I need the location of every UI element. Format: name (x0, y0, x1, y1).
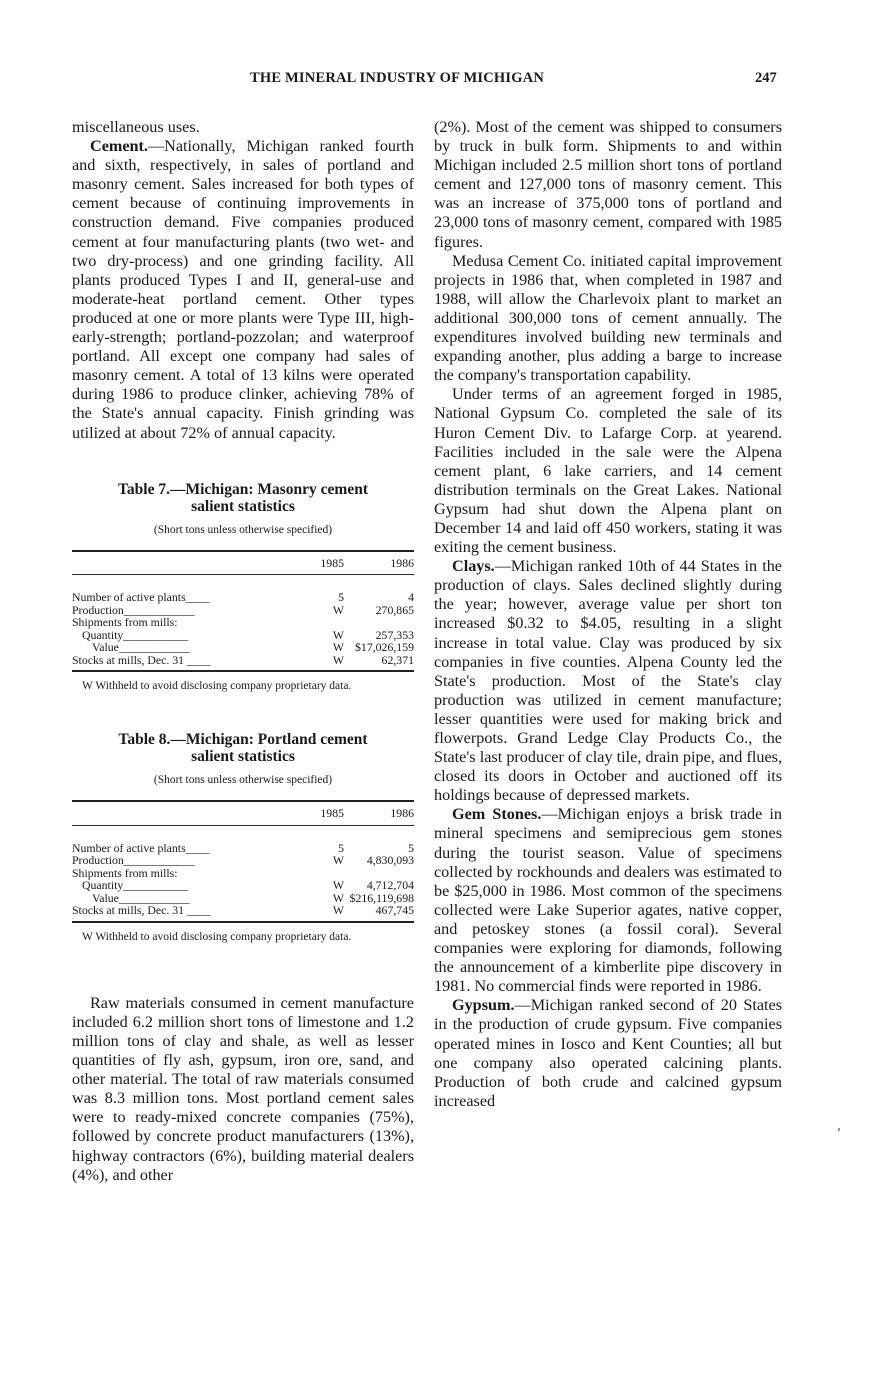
paragraph-clays (434, 557, 782, 805)
row-label: Shipments from mills: (72, 615, 178, 630)
table-header-label (72, 801, 314, 825)
table-7-title (72, 481, 414, 515)
paragraph-clays-text: —Michigan ranked 10th of 44 States in the production of clays. Sales declined slightly during the year; however, average value per short ton increased $0.32 to $4.05, resulting in a slight increase in total value. Clay was produced by six companies in five counties. Alpena County led the State's production. Most of the State's clay production was utilized in cement manufacture; lesser quantities were used for making brick and flowerpots. Grand Ledge Clay Products Co., the State's last producer of clay tile, drain pipe, and flues, closed its doors in October and auctioned off its holdings because of depressed markets. (434, 557, 782, 805)
row-label: Value____________ (92, 640, 190, 655)
table-header-1985: 1985 (314, 551, 344, 575)
row-label: Stocks at mills, Dec. 31 ____ (72, 654, 314, 672)
table-7-title-line1: Table 7.—Michigan: Masonry cement (118, 480, 368, 498)
table-8-title-line2: salient statistics (191, 748, 295, 766)
row-label: Shipments from mills: (72, 865, 178, 880)
table-header-label (72, 551, 314, 575)
table-7 (72, 481, 414, 694)
table-row (72, 879, 414, 892)
cell-1985: 5 (338, 590, 344, 605)
paragraph-raw-materials: Raw materials consumed in cement manufacture included 6.2 million short tons of limestone and 1.2 million tons of clay and shale, as well as lesser quantities of fly ash, gypsum, iron ore, sand, and other material. The total of raw materials consumed was 8.3 million tons. Most portland cement sales were to ready-mixed concrete companies (75%), followed by concrete product manufacturers (13%), highway contractors (6%), building material dealers (4%), and other (72, 993, 414, 1184)
table-row (72, 825, 414, 854)
table-header-1985: 1985 (314, 801, 344, 825)
running-title: THE MINERAL INDUSTRY OF MICHIGAN (250, 70, 545, 86)
table-8-subtitle: (Short tons unless otherwise specified) (153, 774, 333, 787)
cell-1985: 5 (338, 840, 344, 855)
left-column (72, 118, 414, 1185)
paragraph-shipments: (2%). Most of the cement was shipped to consumers by truck in bulk form. Shipments to and within Michigan included 2.5 million short tons of portland cement and 127,000 tons of masonry cement. This was an increase of 375,000 tons of portland and 23,000 tons of masonry cement, compared with 1985 figures. (434, 118, 782, 251)
cell-1985: W (332, 878, 344, 893)
table-8-title (72, 731, 414, 765)
table-row (72, 904, 414, 922)
row-label: Production____________ (72, 853, 195, 868)
cell-1985: W (332, 853, 344, 868)
paragraph-continued: miscellaneous uses. (72, 118, 200, 136)
row-label: Number of active plants____ (72, 840, 210, 855)
cell-1985: W (332, 640, 344, 655)
paragraph-gypsum (434, 996, 782, 1111)
cell-1986: 4,712,704 (366, 878, 414, 893)
table-header-row (72, 801, 414, 825)
table-row (72, 616, 414, 629)
row-label: Quantity___________ (82, 878, 189, 893)
runin-heading-clays: Clays. (452, 557, 495, 576)
row-label: Value____________ (92, 890, 190, 905)
cell-1985: W (314, 654, 344, 672)
cell-1985 (314, 616, 344, 629)
cell-1986: 4 (408, 590, 414, 605)
row-label: Stocks at mills, Dec. 31 ____ (72, 904, 314, 922)
table-header-row (72, 551, 414, 575)
paragraph-medusa: Medusa Cement Co. initiated capital improvement projects in 1986 that, when completed in 1987 and 1988, will allow the Charlevoix plant to market an additional 300,000 tons of cement annually. The expenditures involved building new terminals and expanding another, plus adding a barge to increase the company's transportation capability. (434, 251, 782, 385)
cell-1986 (344, 616, 414, 629)
paragraph-gem-stones-text: —Michigan enjoys a brisk trade in mineral specimens and semiprecious gem stones during the tourist season. Value of specimens collected by rockhounds and dealers was estimated to be $25,000 in 1986. Most common of the specimens collected were Lake Superior agates, native copper, and petoskey stones (a fossil coral). Several companies were exploring for diamonds, following the announcement of a kimberlite pipe discovery in 1981. No commercial finds were reported in 1986. (434, 805, 782, 996)
paragraph-cement-text: —Nationally, Michigan ranked fourth and sixth, respectively, in sales of portland and masonry cement. Sales increased for both types of cement because of continuing improvements in construction demand. Five companies produced cement at four manufacturing plants (two wet- and two dry-process) and one grinding facility. All plants produced Types I and II, general-use and moderate-heat portland cement. Other types produced at one or more plants were Type III, high-early-strength; portland-pozzolan; and waterproof portland. All except one company had sales of masonry cement. A total of 13 kilns were operated during 1986 to produce clinker, achieving 78% of the State's annual capacity. Finish grinding was utilized at about 72% of annual capacity. (72, 137, 414, 442)
cell-1986: $17,026,159 (355, 640, 414, 655)
cell-1986: $216,119,698 (349, 890, 414, 905)
cell-1985: W (332, 602, 344, 617)
table-row (72, 854, 414, 867)
table-8-grid (72, 800, 414, 923)
cell-1986: 257,353 (375, 627, 414, 642)
table-header-1986: 1986 (344, 551, 414, 575)
right-column (434, 118, 782, 1111)
table-8-footnote: W Withheld to avoid disclosing company proprietary data. (82, 930, 352, 943)
cell-1986: 4,830,093 (366, 853, 414, 868)
table-row (72, 641, 414, 654)
cell-1986: 270,865 (375, 602, 414, 617)
paragraph-gem-stones (434, 805, 782, 996)
paragraph-cement (72, 137, 414, 443)
page-number: 247 (755, 70, 777, 86)
row-label: Number of active plants____ (72, 590, 210, 605)
cell-1986: 467,745 (344, 904, 414, 922)
paragraph-gypsum-text: —Michigan ranked second of 20 States in the production of crude gypsum. Five companies operated mines in Iosco and Kent Counties; all but one company also operated calcining plants. Production of both crude and calcined gypsum increased (434, 996, 782, 1110)
table-7-subtitle: (Short tons unless otherwise specified) (153, 523, 333, 536)
running-header (0, 70, 886, 92)
table-7-grid (72, 550, 414, 673)
paragraph-national-gypsum: Under terms of an agreement forged in 1985, National Gypsum Co. completed the sale of its Huron Cement Div. to Lafarge Corp. at yearend. Facilities included in the sale were the Alpena cement plant, 6 lake carriers, and 14 cement distribution terminals on the Great Lakes. National Gypsum had shut down the Alpena plant on December 14 and laid off 450 workers, stating it was exiting the cement business. (434, 385, 782, 557)
row-label: Quantity___________ (82, 627, 189, 642)
cell-1985: W (314, 904, 344, 922)
row-label: Production____________ (72, 602, 195, 617)
table-row (72, 654, 414, 672)
table-7-title-line2: salient statistics (191, 497, 295, 515)
cell-1985: W (332, 890, 344, 905)
table-row (72, 575, 414, 604)
runin-heading-cement: Cement. (90, 137, 148, 156)
cell-1986: 62,371 (344, 654, 414, 672)
cell-1985: W (332, 627, 344, 642)
table-header-1986: 1986 (344, 801, 414, 825)
table-7-footnote: W Withheld to avoid disclosing company proprietary data. (82, 680, 352, 693)
table-8 (72, 731, 414, 944)
runin-heading-gypsum: Gypsum. (452, 996, 515, 1015)
table-8-title-line1: Table 8.—Michigan: Portland cement (118, 731, 368, 749)
cell-1986: 5 (408, 840, 414, 855)
scan-speck (838, 1128, 840, 1131)
runin-heading-gem-stones: Gem Stones. (452, 805, 542, 824)
